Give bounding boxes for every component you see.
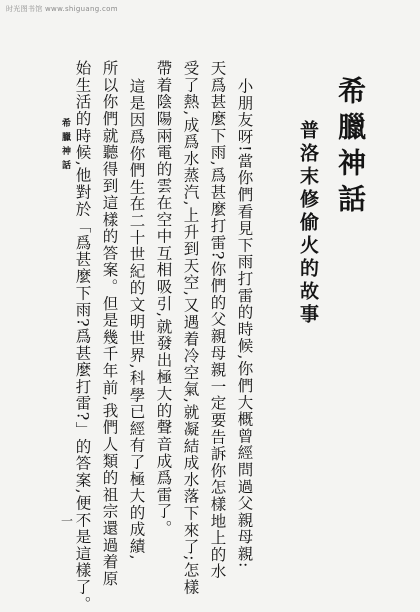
body-column: 天爲甚麼下雨,爲甚麼打雷?你們的父親母親一定要告訴你怎樣地上的水 — [208, 60, 227, 580]
chapter-subtitle: 普洛末修偷火的故事 — [297, 120, 319, 327]
running-head: 希臘神話 — [60, 118, 70, 174]
body-column: 所以你們就聽得到這樣的答案。但是幾千年前,我們人類的祖宗還過着原 — [100, 60, 119, 588]
body-column: 小朋友呀!當你們看見下雨打雷的時候,你們大概曾經問過父親母親: — [235, 78, 254, 569]
body-column: 這是因爲你們生在二十世紀的文明世界,科學已經有了極大的成績, — [127, 78, 146, 561]
body-column: 帶着陰陽兩電的雲在空中互相吸引,就發出極大的聲音成爲雷了。 — [154, 60, 173, 537]
body-column: 始生活的時候,他對於「爲甚麼下雨?爲甚麼打雷?」的答案,便不是這樣了。 — [73, 60, 92, 612]
page-number: 一 — [61, 514, 74, 528]
chapter-title: 希臘神話 — [334, 76, 367, 220]
watermark: 时光图书馆 www.shiguang.com — [6, 5, 118, 13]
body-column: 受了熱,成爲水蒸汽,上升到天空,又遇着冷空氣,就凝結成水落下來了;怎樣 — [181, 60, 200, 596]
